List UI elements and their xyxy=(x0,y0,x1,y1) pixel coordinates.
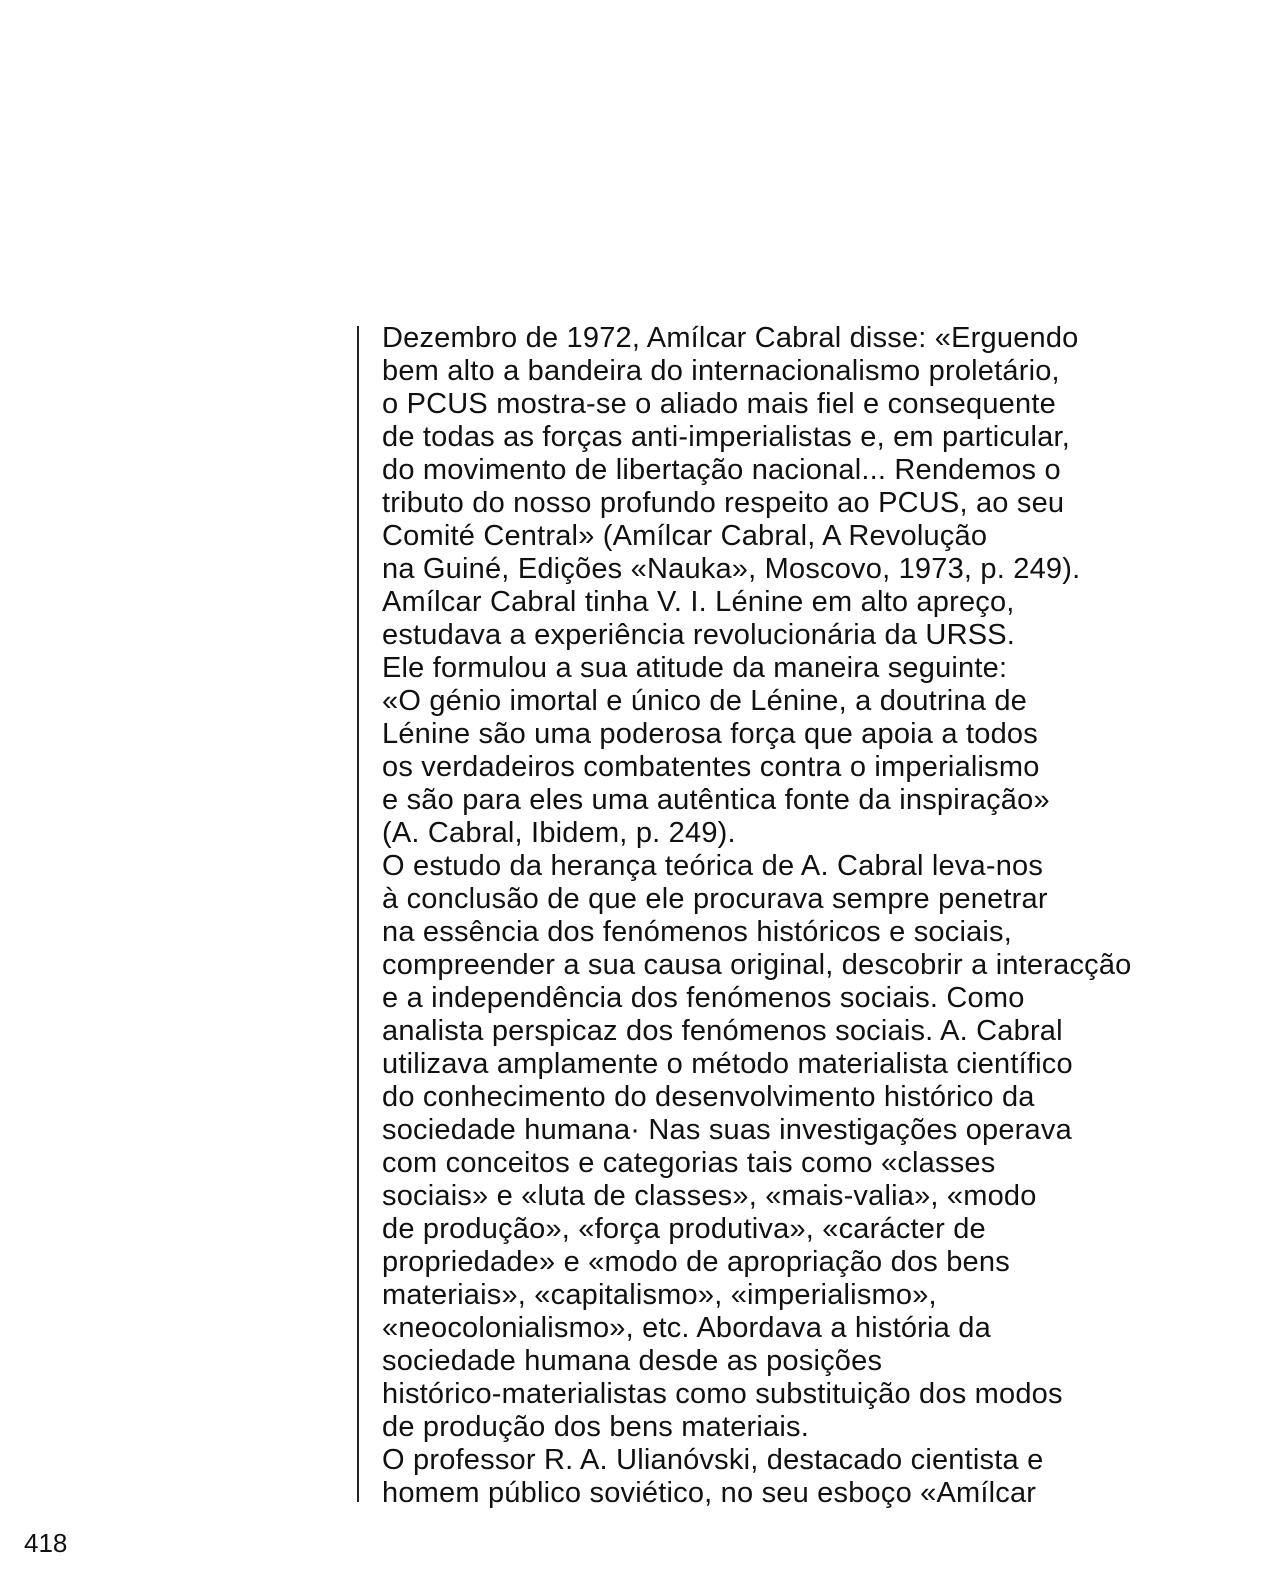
text-line: sociedade humana· Nas suas investigações operava xyxy=(382,1114,1072,1146)
text-line: Amílcar Cabral tinha V. I. Lénine em alto apreço, xyxy=(382,586,1015,618)
text-line: Ele formulou a sua atitude da maneira seguinte: xyxy=(382,652,1008,684)
text-line: e a independência dos fenómenos sociais. Como xyxy=(382,982,1025,1014)
text-line: bem alto a bandeira do internacionalismo proletário, xyxy=(382,355,1060,387)
text-line: compreender a sua causa original, descobrir a interacção xyxy=(382,949,1132,981)
text-line: do movimento de libertação nacional... Rendemos o xyxy=(382,454,1061,486)
text-line: homem público soviético, no seu esboço «Amílcar xyxy=(382,1477,1037,1509)
margin-rule xyxy=(357,326,359,1502)
text-line: do conhecimento do desenvolvimento histórico da xyxy=(382,1081,1035,1113)
text-line: de produção», «força produtiva», «carácter de xyxy=(382,1213,986,1245)
text-line: materiais», «capitalismo», «imperialismo», xyxy=(382,1279,937,1311)
text-line: de produção dos bens materiais. xyxy=(382,1411,809,1443)
text-line: o PCUS mostra-se o aliado mais fiel e consequente xyxy=(382,388,1056,420)
body-text xyxy=(382,322,1132,1510)
text-line: na Guiné, Edições «Nauka», Moscovo, 1973, p. 249). xyxy=(382,553,1081,585)
text-line: estudava a experiência revolucionária da URSS. xyxy=(382,619,1016,651)
text-line: à conclusão de que ele procurava sempre penetrar xyxy=(382,883,1048,915)
text-line: analista perspicaz dos fenómenos sociais. A. Cabral xyxy=(382,1015,1063,1047)
text-line: sociedade humana desde as posições xyxy=(382,1345,883,1377)
text-line: «neocolonialismo», etc. Abordava a história da xyxy=(382,1312,991,1344)
text-line: com conceitos e categorias tais como «classes xyxy=(382,1147,996,1179)
text-line: O professor R. A. Ulianóvski, destacado cientista e xyxy=(382,1444,1044,1476)
text-line: «O génio imortal e único de Lénine, a doutrina de xyxy=(382,685,1028,717)
text-line: propriedade» e «modo de apropriação dos bens xyxy=(382,1246,1010,1278)
text-line: sociais» e «luta de classes», «mais-valia», «modo xyxy=(382,1180,1037,1212)
text-line: na essência dos fenómenos históricos e sociais, xyxy=(382,916,1013,948)
text-line: histórico-materialistas como substituição dos modos xyxy=(382,1378,1063,1410)
text-line: utilizava amplamente o método materialista científico xyxy=(382,1048,1073,1080)
text-line: de todas as forças anti-imperialistas e, em particular, xyxy=(382,421,1070,453)
text-line: (A. Cabral, Ibidem, p. 249). xyxy=(382,817,736,849)
page-number: 418 xyxy=(24,1528,68,1558)
text-line: Lénine são uma poderosa força que apoia a todos xyxy=(382,718,1038,750)
text-line: O estudo da herança teórica de A. Cabral leva-nos xyxy=(382,850,1044,882)
text-line: Dezembro de 1972, Amílcar Cabral disse: «Erguendo xyxy=(382,322,1079,354)
text-line: os verdadeiros combatentes contra o imperialismo xyxy=(382,751,1040,783)
text-line: tributo do nosso profundo respeito ao PCUS, ao seu xyxy=(382,487,1065,519)
text-line: Comité Central» (Amílcar Cabral, A Revolução xyxy=(382,520,988,552)
text-line: e são para eles uma autêntica fonte da inspiração» xyxy=(382,784,1050,816)
